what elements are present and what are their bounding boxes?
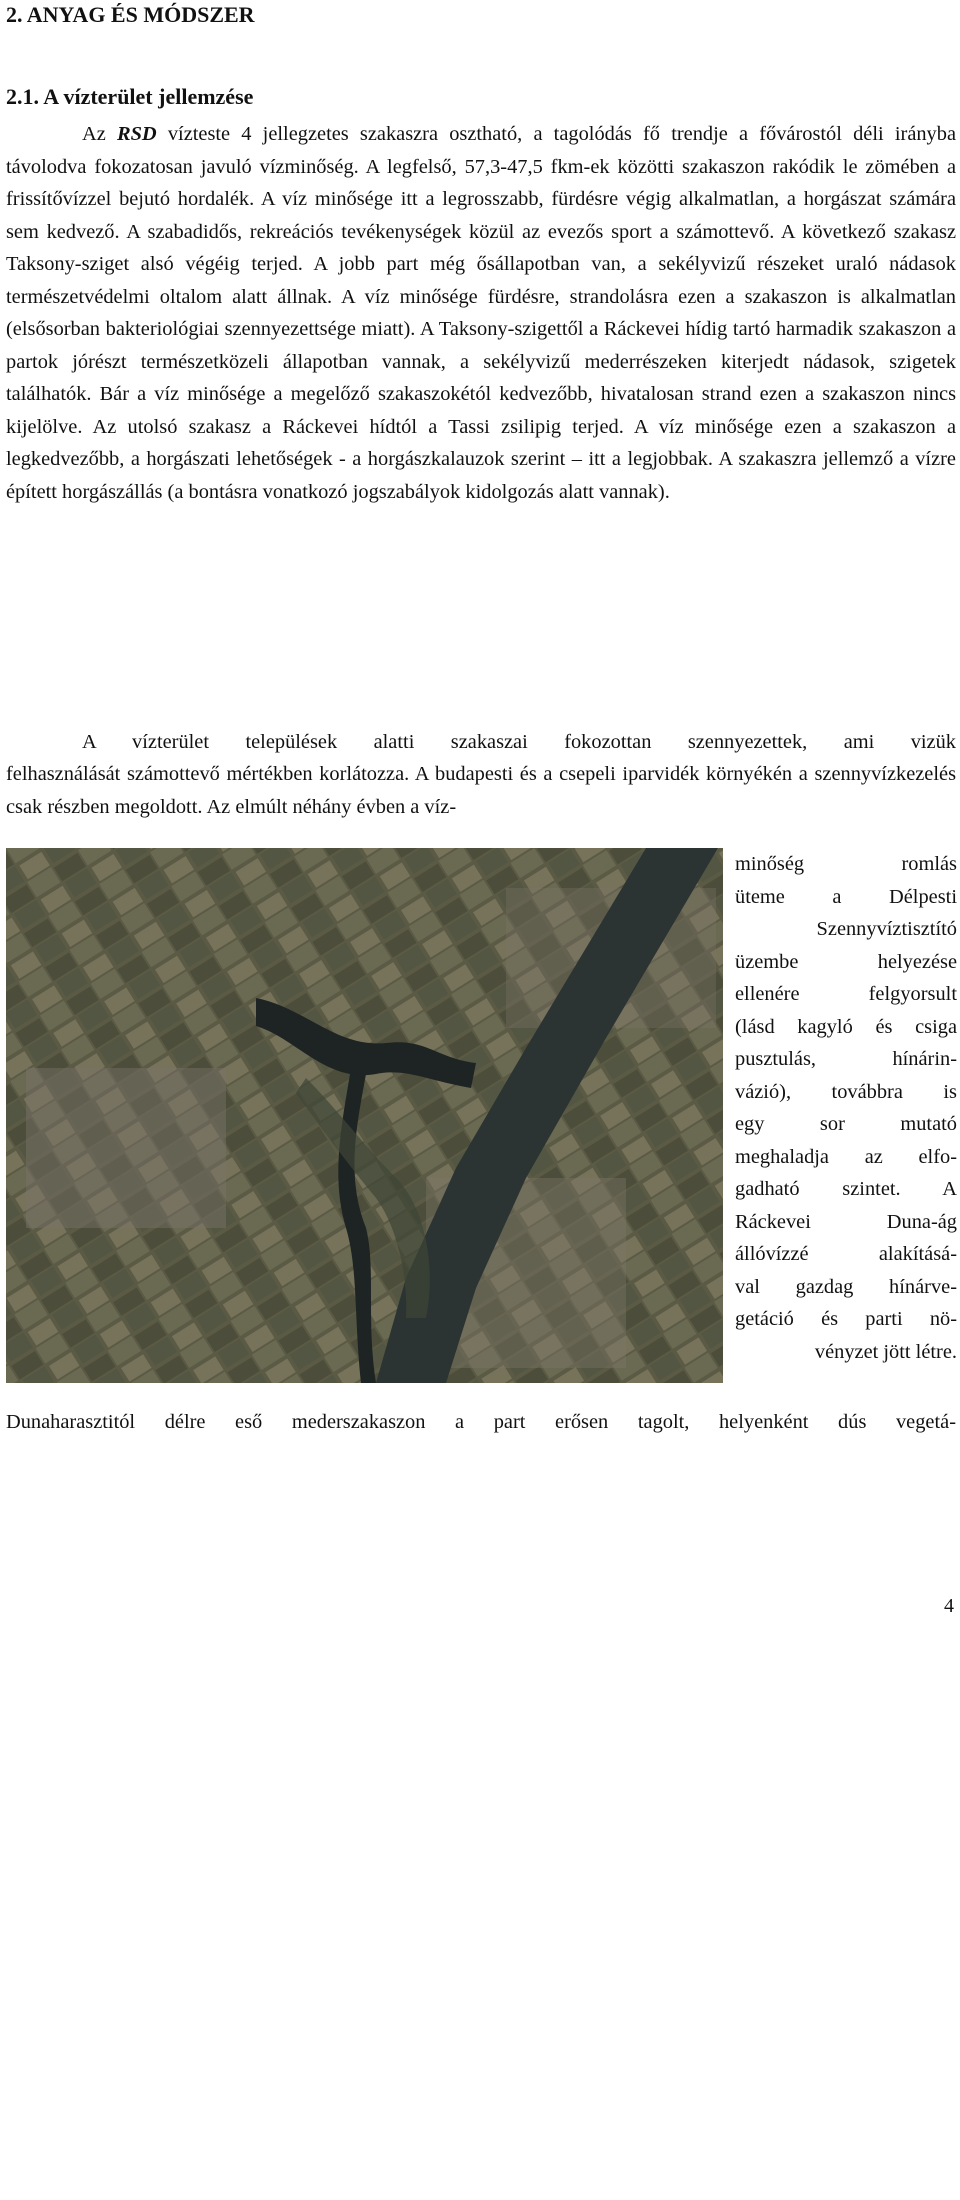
side-line: Szennyvíztisztító: [816, 918, 957, 940]
rsd-abbreviation: RSD: [116, 123, 157, 145]
side-line: val gazdag hínárve-: [735, 1275, 957, 1298]
side-line: Ráckevei Duna-ág: [735, 1210, 957, 1233]
side-line: üteme a Délpesti: [735, 885, 957, 908]
side-line: egy sor mutató: [735, 1113, 957, 1135]
paragraph-2-line-1: A vízterület települések alatti szakaszai fokozottan szennyezettek, ami vizük: [82, 731, 956, 753]
side-line: getáció és parti nö-: [735, 1308, 957, 1330]
paragraph-2-text: felhasználását számottevő mértékben korlátozza. A budapesti és a csepeli iparvidék környékén a szennyvízkezelés csak részben megoldott. Az elmúlt néhány évben a víz-: [6, 763, 956, 818]
paragraph-1-lead: Az: [82, 123, 117, 145]
side-text-column: [735, 848, 957, 1368]
side-line: ellenére felgyorsult: [735, 983, 957, 1005]
side-line: (lásd kagyló és csiga: [735, 1015, 957, 1038]
side-line: pusztulás, hínárin-: [735, 1048, 957, 1070]
section-heading: 2. ANYAG ÉS MÓDSZER: [6, 2, 255, 27]
paragraph-4: Dunaharasztitól délre eső mederszakaszon a part erősen tagolt, helyenként dús vegetá-: [6, 1411, 956, 1433]
aerial-photo-drawing: [6, 848, 723, 1383]
figure-caption: Jellegzetes hókony Szigetcsép közelében: [279, 2183, 557, 2200]
paragraph-1-text: vízteste 4 jellegzetes szakaszra osztható, a tagolódás fő trendje a fővárostól déli irányba távolodva fokozatosan javuló vízminőség. A legfelső, 57,3-47,5 fkm-ek közötti szakaszon rakódik le zömében a frissítővízzel bejutó hordalék. A víz minősége itt a legrosszabb, fürdésre végig alkalmatlan, a horgászat számára sem kedvező. A szabadidős, rekreációs tevékenységek közül az evezős sport a számottevő. A következő szakasz Taksony-sziget alsó végéig terjed. A jobb part még ősállapotban van, a sekélyvizű részeket uraló nádasok természetvédelmi oltalom alatt állnak. A víz minősége fürdésre, strandolásra ezen a szakaszon is alkalmatlan (elsősorban bakteriológiai szennyezettsége miatt). A Taksony-szigettől a Ráckevei hídig tartó harmadik szakaszon a partok jórészt természetközeli állapotban vannak, a sekélyvizű mederrészeken kiterjedt nádasok, szigetek találhatók. Bár a víz minősége a megelőző szakaszokétól kedvezőbb, hivatalosan strand ezen a szakaszon nincs kijelölve. Az utolsó szakasz a Ráckevei hídtól a Tassi zsilipig terjed. A víz minősége ezen a szakaszon a legkedvezőbb, a horgászati lehetőségek - a horgászkalauzok szerint – itt a legjobbak. A szakaszra jellemző a vízre épített horgászállás (a bontásra vonatkozó jogszabályok kidolgozás alatt vannak).: [6, 123, 956, 503]
side-line: vázió), továbbra is: [735, 1080, 957, 1103]
page-number: 4: [944, 1595, 954, 1617]
side-line: vényzet jött létre.: [814, 1340, 957, 1363]
paragraph-1: [6, 118, 956, 508]
side-line: üzembe helyezése: [735, 950, 957, 973]
side-line: minőség romlás: [735, 853, 957, 875]
side-line: gadható szintet. A: [735, 1178, 957, 1200]
subsection-heading: 2.1. A vízterület jellemzése: [6, 84, 254, 109]
side-line: állóvízzé alakításá-: [735, 1243, 957, 1265]
paragraph-2-first-line: [6, 726, 956, 759]
side-line: meghaladja az elfo-: [735, 1145, 957, 1168]
